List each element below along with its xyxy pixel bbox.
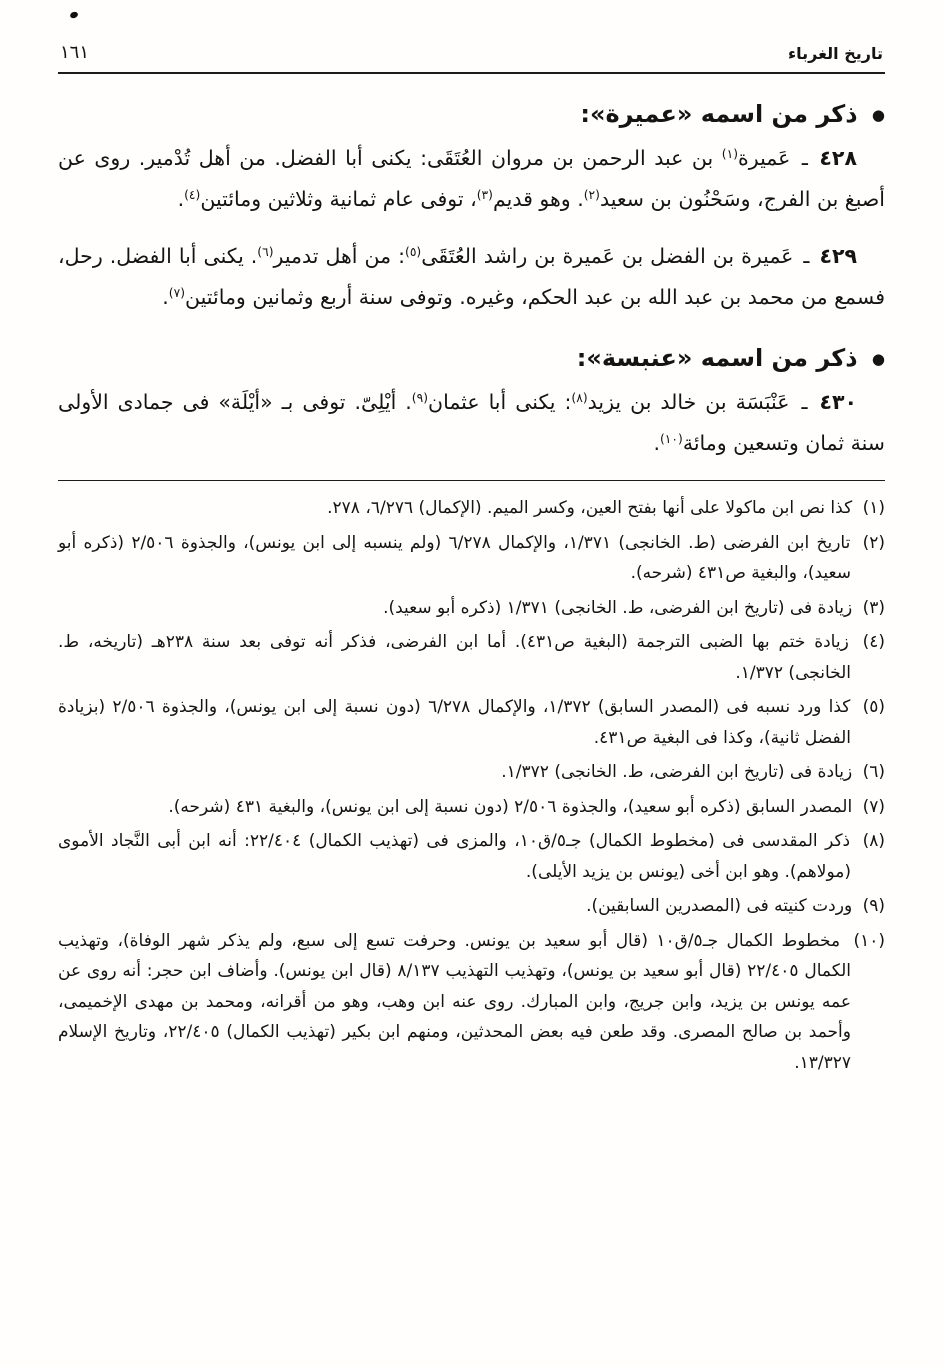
footnote-text: وردت كنيته فى (المصدرين السابقين). [586,896,853,916]
entry-text: عَميرة بن الفضل بن عَميرة بن راشد العُتَقَى$^{(٥)}$: من أهل تدمير$^{(٦)}$. يكنى أبا الفضل. رحل، فسمع من محمد بن عبد الله بن عبد الحكم، وغيره. وتوفى سنة أربع وثمانين ومائتين$^{(٧)}$. [58,244,885,309]
footnote-marker: (٣) [862,597,885,618]
section-heading-text: ذكر من اسمه «عنبسة»: [576,344,858,372]
footnote-text: كذا نص ابن ماكولا على أنها بفتح العين، وكسر الميم. (الإكمال) ٦/٢٧٦، ٢٧٨. [327,498,853,518]
footnote-text: تاريخ ابن الفرضى (ط. الخانجى) ١/٣٧١، والإكمال ٦/٢٧٨ (ولم ينسبه إلى ابن يونس)، والجذوة ٢/٥٠٦ (ذكره أبو سعيد)، والبغية ص٤٣١ (شرحه). [58,532,851,583]
footnote-4 [58,627,885,688]
entry-dash: ـ [801,390,808,414]
footnote-text: زيادة فى (تاريخ ابن الفرضى، ط. الخانجى) ١/٣٧١ (ذكره أبو سعيد). [383,597,853,618]
footnotes [58,493,885,1078]
entry-number: ٤٣٠ [819,390,857,414]
page-number: ١٦١ [60,42,90,63]
footnote-marker: (٩) [862,896,885,916]
footnote-marker: (٦) [862,762,885,782]
book-title: تاريخ الغرباء [787,44,883,63]
footnote-text: كذا ورد نسبه فى (المصدر السابق) ١/٣٧٢، والإكمال ٦/٢٧٨ (دون نسبة إلى ابن يونس)، والجذوة ٢/٥٠٦ (بزيادة الفضل ثانية)، وكذا فى البغية ص٤٣١. [58,697,851,748]
footnote-10 [58,926,885,1079]
bullet-icon: ● [871,106,885,124]
footnote-marker: (١٠) [853,930,886,951]
footnote-7 [58,792,885,823]
entry-dash: ـ [803,244,810,268]
section-heading-text: ذكر من اسمه «عميرة»: [580,100,858,128]
footnote-marker: (٥) [862,697,886,717]
entry-430 [58,382,885,464]
footnote-marker: (٢) [862,532,885,553]
header-rule [58,72,885,74]
entry-number: ٤٢٩ [819,244,857,268]
footnote-3 [58,593,885,624]
entry-text: عَنْبَسَة بن خالد بن يزيد$^{(٨)}$: يكنى أبا عثمان$^{(٩)}$. أيْلِىّ. توفى بـ «أيْلَة» فى جمادى الأولى سنة ثمان وتسعين ومائة$^{(١٠)}$. [58,390,885,455]
footnote-marker: (١) [862,498,885,518]
entry-429 [58,236,885,318]
footnote-separator [58,480,885,481]
entry-number: ٤٢٨ [819,146,857,170]
footnote-marker: (٧) [862,796,885,817]
footnote-5 [58,692,885,753]
page-header [58,42,885,63]
footnote-6 [58,757,885,788]
section-heading-umayra [58,100,885,128]
section-heading-anbasa [58,344,885,372]
footnote-2 [58,528,885,589]
entry-428 [58,138,885,220]
footnote-text: المصدر السابق (ذكره أبو سعيد)، والجذوة ٢/٥٠٦ (دون نسبة إلى ابن يونس)، والبغية ٤٣١ (شرحه). [168,796,853,817]
page-body [58,100,885,1078]
ink-speck [69,11,79,19]
entry-text: عَميرة$^{(١)}$ بن عبد الرحمن بن مروان العُتَقَى: يكنى أبا الفضل. من أهل تُدْمير. روى عن أصبغ بن الفرج، وسَحْنُون بن سعيد$^{(٢)}$. وهو قديم$^{(٣)}$، توفى عام ثمانية وثلاثين ومائتين$^{(٤)}$. [58,146,885,211]
footnote-text: زيادة ختم بها الضبى الترجمة (البغية ص٤٣١). أما ابن الفرضى، فذكر أنه توفى بعد سنة ٢٣٨هـ (تاريخه، ط. الخانجى) ١/٣٧٢. [58,632,851,683]
footnote-8 [58,826,885,887]
footnote-1 [58,493,885,524]
footnote-marker: (٨) [862,831,885,851]
footnote-marker: (٤) [862,632,886,652]
footnote-text: زيادة فى (تاريخ ابن الفرضى، ط. الخانجى) ١/٣٧٢. [501,762,853,782]
footnote-text: ذكر المقدسى فى (مخطوط الكمال) جـ٥/ق١٠، والمزى فى (تهذيب الكمال) ٢٢/٤٠٤: أنه ابن أبى النَّجاد الأموى (مولاهم). وهو ابن أخى (يونس بن يزيد الأيلى). [58,831,851,882]
entry-dash: ـ [801,146,808,170]
bullet-icon: ● [871,350,885,368]
footnote-text: مخطوط الكمال جـ٥/ق١٠ (قال أبو سعيد بن يونس. وحرفت تسع إلى سبع، ولم يذكر شهر الوفاة)، وتهذيب الكمال ٢٢/٤٠٥ (قال أبو سعيد بن يونس)، وتهذيب التهذيب ٨/١٣٧ (قال ابن يونس). وأضاف ابن حجر: أنه روى عن عمه يونس بن يزيد، وابن جريج، وابن المبارك. روى عنه ابن وهب، وهو من أقرانه، ومحمد بن مهدى الإخميمى، وأحمد بن صالح المصرى. وقد طعن فيه بعض المحدثين، ومنهم ابن بكير (تهذيب الكمال) ٢٢/٤٠٥، وتاريخ الإسلام ١٣/٣٢٧. [58,930,851,1073]
footnote-9 [58,891,885,922]
